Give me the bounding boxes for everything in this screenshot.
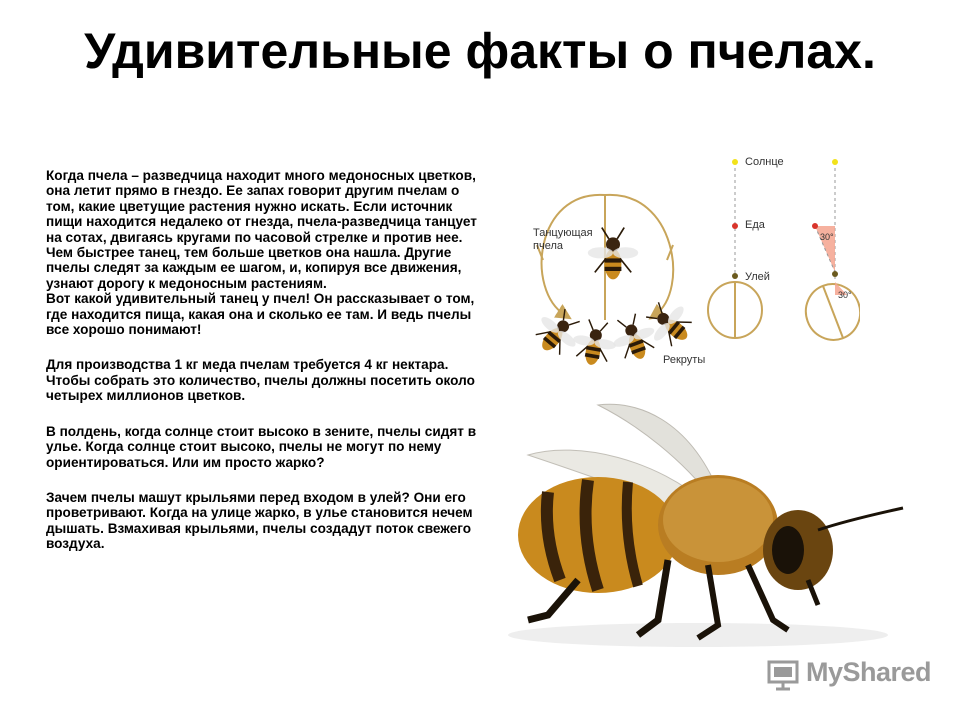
hive-label: Улей [745, 271, 770, 283]
slide-title: Удивительные факты о пчелах. [84, 23, 876, 79]
bee-dance-diagram [515, 150, 860, 375]
hive-dot-icon [732, 273, 738, 279]
paragraph-ventilation: Зачем пчелы машут крыльями перед входом в улей? Они его проветривают. Когда на улице жарко, в улье становится нечем дышать. Взмахивая крыльями, пчелы создадут поток свежего воздуха. [46, 489, 473, 552]
food-dot-icon [732, 223, 738, 229]
watermark [766, 655, 936, 695]
presentation-icon [766, 657, 800, 691]
watermark-text: MyShared [806, 657, 932, 687]
paragraph-honey-production: Для производства 1 кг меда пчелам требуется 4 кг нектара. Чтобы собрать это количество, пчелы должны посетить около четырех миллионов цветков. [46, 357, 475, 404]
body-text [46, 168, 486, 552]
waggle-dance-vertical [708, 159, 762, 338]
waggle-dance-angled [798, 159, 860, 348]
recruits-label: Рекруты [663, 354, 706, 366]
paragraph-noon: В полдень, когда солнце стоит высоко в зените, пчелы сидят в улье. Когда солнце стоит высоко, пчелы не могут по нему ориентироваться. Или им просто жарко? [46, 423, 477, 470]
sun-label: Солнце [745, 156, 784, 168]
angle-label-2: 30° [838, 290, 852, 300]
paragraph-scout-dance: Когда пчела – разведчица находит много медоносных цветков, она летит прямо в гнездо. Ее запах говорит другим пчелам о том, какие цветущие растения нужно искать. Если источник пищи находится недалеко от гнезда, пчела-разведчица танцует на сотах, двигаясь кругами по часовой стрелке и против нее. Чем быстрее танец, тем больше цветков она нашла. Другие пчелы следят за каждым ее шагом, и, копируя все движения, узнают дорогу к медоносным растениям. [46, 168, 477, 291]
dancing-bee-icon [588, 228, 638, 280]
angle-label-1: 30° [820, 232, 834, 242]
paragraph-amazing-dance: Вот какой удивительный танец у пчел! Он рассказывает о том, где находится пища, какая она и сколько ее там. И ведь пчелы все хорошо понимают! [46, 291, 475, 338]
dancing-bee-label-1: Танцующая [533, 227, 593, 239]
food-label: Еда [745, 219, 765, 231]
bee-photo [488, 380, 918, 650]
sun-dot-icon [732, 159, 738, 165]
dancing-bee-label-2: пчела [533, 240, 563, 252]
